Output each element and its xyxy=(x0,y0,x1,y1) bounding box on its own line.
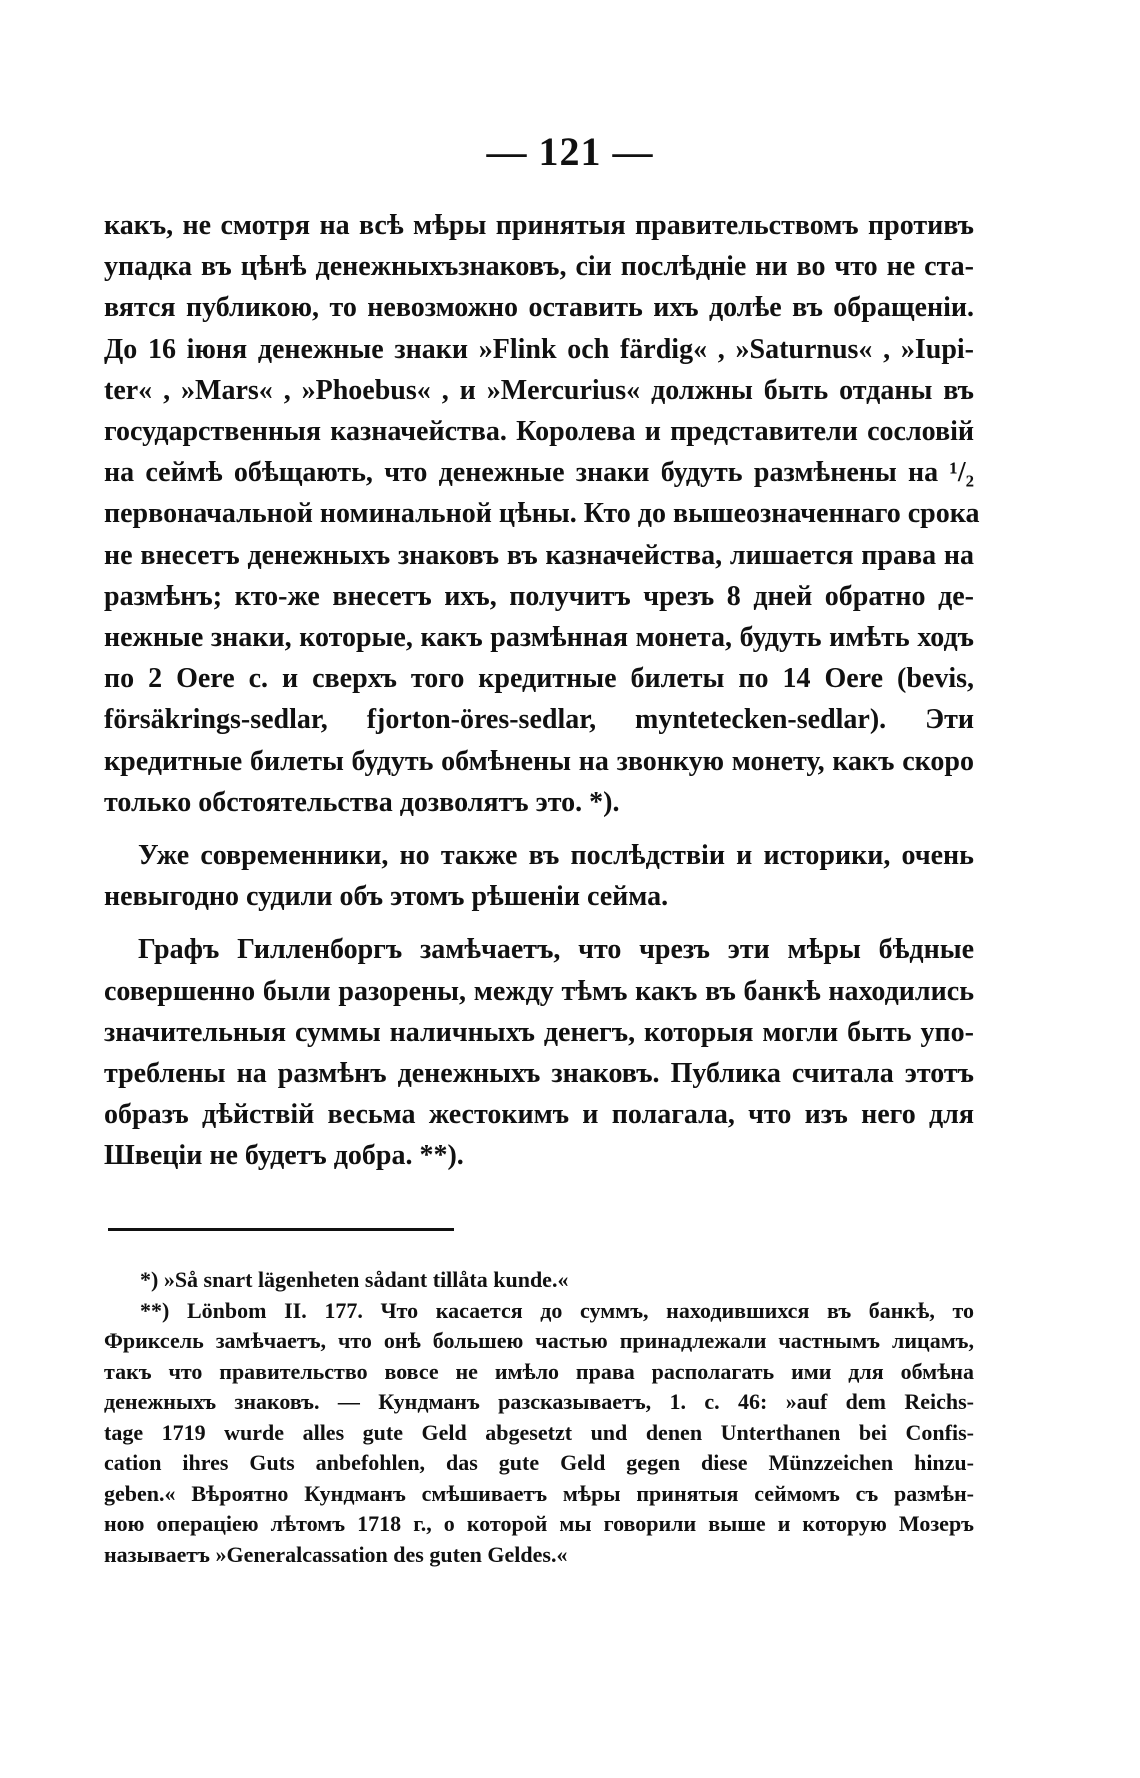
text-line: До 16 іюня денежные знаки »Flink och färdig« , »Saturnus« , »Iupi- xyxy=(104,333,974,365)
text-line: государственныя казначейства. Королева и представители сословій xyxy=(104,416,974,448)
text-line: образъ дѣйствій весьма жестокимъ и полагала, что изъ него для xyxy=(104,1099,974,1131)
text-line: кредитные билеты будуть обмѣнены на звонкую монету, какъ скоро xyxy=(104,745,974,777)
main-text xyxy=(104,205,980,1177)
footnote-line: **) Lönbom II. 177. Что касается до суммъ, находившихся въ банкѣ, то xyxy=(140,1297,974,1323)
paragraph xyxy=(104,205,980,823)
text-line: Швеціи не будетъ добра. **). xyxy=(104,1140,464,1172)
footnote-divider xyxy=(108,1228,454,1231)
footnotes xyxy=(104,1265,974,1570)
footnote-line: geben.« Вѣроятно Кундманъ смѣшиваетъ мѣры принятыя сеймомъ съ размѣн- xyxy=(104,1480,974,1506)
footnote-line: cation ihres Guts anbefohlen, das gute Geld gegen diese Münzzeichen hinzu- xyxy=(104,1450,974,1475)
footnote xyxy=(104,1296,974,1571)
footnote-line: называетъ »Generalcassation des guten Geldes.« xyxy=(104,1541,568,1567)
footnote-line: денежныхъ знаковъ. — Кундманъ разсказываетъ, 1. с. 46: »auf dem Reichs- xyxy=(104,1389,974,1414)
footnote-line: Фриксель замѣчаетъ, что онѣ большею частью принадлежали частнымъ лицамъ, xyxy=(104,1328,974,1353)
footnote-line: *) »Så snart lägenheten sådant tillåta kunde.« xyxy=(140,1267,569,1292)
text-line: треблены на размѣнъ денежныхъ знаковъ. Публика считала этотъ xyxy=(104,1058,974,1090)
text-line: только обстоятельства дозволятъ это. *). xyxy=(104,786,620,818)
text-line: по 2 Oere с. и сверхъ того кредитные билеты по 14 Oere (bevis, xyxy=(104,663,974,695)
paragraph-gap xyxy=(104,823,974,835)
text-line: значительныя суммы наличныхъ денегъ, которыя могли быть упо- xyxy=(104,1016,974,1048)
text-line: не внесетъ денежныхъ знаковъ въ казначейства, лишается права на xyxy=(104,539,974,571)
footnote-line: такъ что правительство вовсе не имѣло права располагать ими для обмѣна xyxy=(104,1358,974,1384)
text-line: первоначальной номинальной цѣны. Кто до вышеозначеннаго срока xyxy=(104,498,980,530)
text-line: ter« , »Mars« , »Phoebus« , и »Mercurius« должны быть отданы въ xyxy=(104,374,974,406)
text-line: вятся публикою, то невозможно оставить ихъ долѣе въ обращеніи. xyxy=(104,292,974,324)
text-line: Уже современники, но также въ послѣдствіи и историки, очень xyxy=(138,840,974,872)
paragraph xyxy=(104,929,974,1176)
paragraph xyxy=(104,835,974,917)
text-line: совершенно были разорены, между тѣмъ какъ въ банкѣ находились xyxy=(104,975,974,1007)
text-line: Графъ Гилленборгъ замѣчаетъ, что чрезъ эти мѣры бѣдные xyxy=(138,934,974,966)
text-line: какъ, не смотря на всѣ мѣры принятыя правительствомъ противъ xyxy=(104,210,974,241)
footnote xyxy=(104,1265,974,1296)
text-line: невыгодно судили объ этомъ рѣшеніи сейма. xyxy=(104,881,669,913)
page-number: — 121 — xyxy=(486,129,654,174)
text-line: försäkrings-sedlar, fjorton-öres-sedlar, myntetecken-sedlar). Эти xyxy=(104,704,974,736)
text-line: упадка въ цѣнѣ денежныхъзнаковъ, сіи послѣдніе ни во что не ста- xyxy=(104,251,974,283)
paragraph-gap xyxy=(104,917,974,929)
text-line: размѣнъ; кто-же внесетъ ихъ, получитъ чрезъ 8 дней обратно де- xyxy=(104,580,974,612)
text-line: на сеймѣ обѣщають, что денежные знаки будуть размѣнены на ¹/₂ xyxy=(104,457,974,489)
footnote-line: tage 1719 wurde alles gute Geld abgesetzt und denen Unterthanen bei Confis- xyxy=(104,1419,974,1445)
text-line: нежные знаки, которые, какъ размѣнная монета, будуть имѣть ходъ xyxy=(104,622,974,654)
footnote-line: ною операціею лѣтомъ 1718 г., о которой мы говорили выше и которую Мозеръ xyxy=(104,1511,974,1536)
